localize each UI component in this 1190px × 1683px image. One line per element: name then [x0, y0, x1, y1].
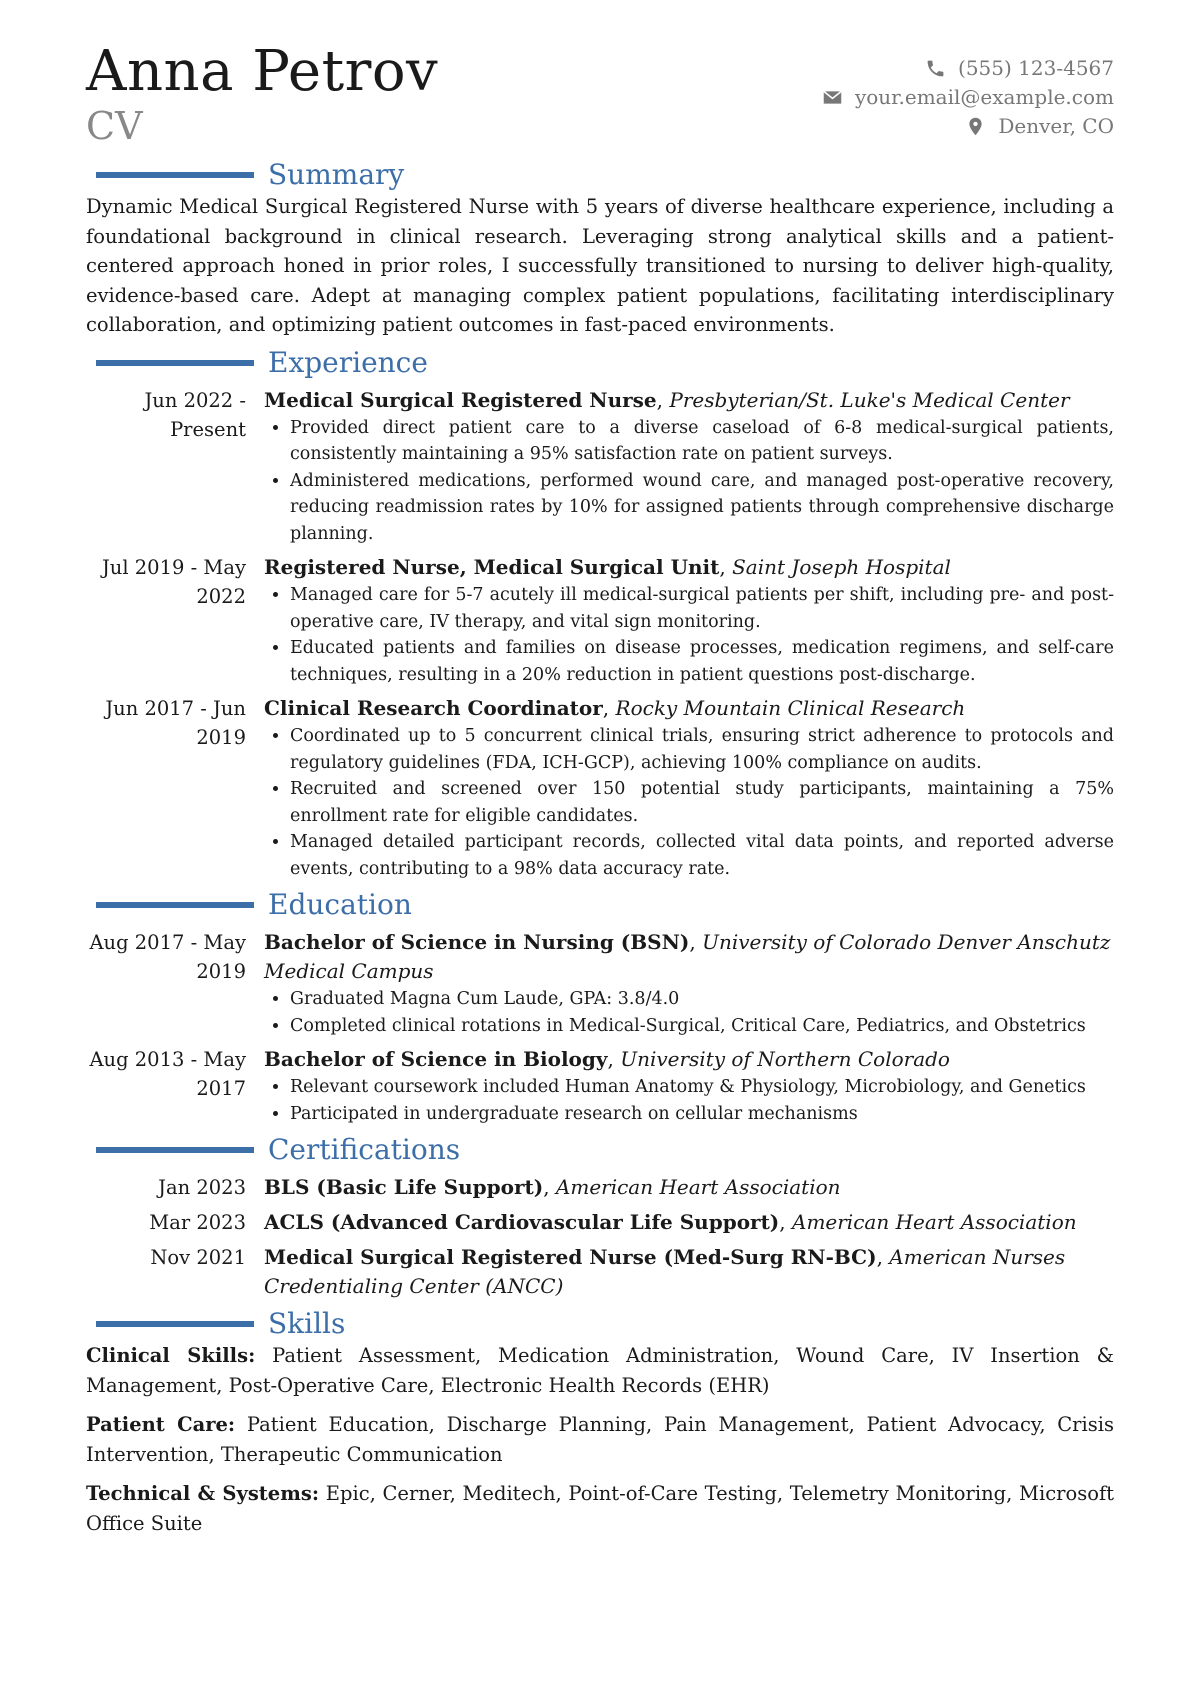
skills-section	[86, 1307, 1114, 1538]
entry-heading: Clinical Research Coordinator, Rocky Mountain Clinical Research	[264, 696, 966, 720]
skill-label: Patient Care:	[86, 1413, 236, 1436]
skill-group	[86, 1479, 1114, 1538]
section-rule	[96, 1321, 254, 1327]
entry-date: Jun 2022 - Present	[144, 388, 246, 441]
section-rule	[96, 360, 254, 366]
entry-date: Aug 2017 - May 2019	[89, 931, 246, 983]
certification-name: ACLS (Advanced Cardiovascular Life Support)	[264, 1210, 780, 1234]
education-entry	[86, 928, 1114, 1039]
entry-heading: Bachelor of Science in Biology, University of Northern Colorado	[264, 1047, 950, 1071]
entry-date: Jun 2017 - Jun 2019	[105, 697, 246, 749]
entry-heading: Medical Surgical Registered Nurse, Presbyterian/St. Luke's Medical Center	[264, 387, 1070, 412]
phone-icon	[925, 58, 946, 79]
skill-group	[86, 1341, 1114, 1400]
location-text: Denver, CO	[998, 114, 1114, 138]
summary-section	[86, 158, 1114, 340]
certification-entry	[86, 1243, 1114, 1301]
entry-heading: ACLS (Advanced Cardiovascular Life Support), American Heart Association	[264, 1210, 1077, 1234]
certification-issuer: American Heart Association	[555, 1175, 841, 1199]
section-title: Experience	[268, 345, 428, 379]
skill-list: Patient Assessment, Medication Administration, Wound Care, IV Insertion & Management, Post-Operative Care, Electronic Health Records (EHR)	[86, 1344, 1114, 1397]
document-subtitle: CV	[86, 104, 143, 148]
skill-list: Patient Education, Discharge Planning, Pain Management, Patient Advocacy, Crisis Intervention, Therapeutic Communication	[86, 1413, 1114, 1466]
entry-school: University of Colorado Denver Anschutz Medical Campus	[264, 930, 1111, 983]
entry-heading: Medical Surgical Registered Nurse (Med-Surg RN-BC), American Nurses Credentialing Center (ANCC)	[264, 1245, 1066, 1298]
entry-heading: Registered Nurse, Medical Surgical Unit, Saint Joseph Hospital	[264, 555, 951, 579]
entry-degree: Bachelor of Science in Nursing (BSN)	[264, 930, 690, 954]
certification-name: BLS (Basic Life Support)	[264, 1175, 544, 1199]
summary-text: Dynamic Medical Surgical Registered Nurse with 5 years of diverse healthcare experience, including a foundational background in clinical research. Leveraging strong analytical skills and a patient-centered approach honed in prior roles, I successfully transitioned to nursing to deliver high-quality, evidence-based care. Adept at managing complex patient populations, facilitating interdisciplinary collaboration, and optimizing patient outcomes in fast-paced environments.	[86, 195, 1114, 336]
entry-org: Presbyterian/St. Luke's Medical Center	[669, 387, 1070, 412]
section-heading	[86, 158, 1114, 192]
entry-bullet: • Graduated Magna Cum Laude, GPA: 3.8/4.0	[290, 986, 1114, 1013]
section-title: Certifications	[268, 1133, 461, 1166]
entry-school: University of Northern Colorado	[620, 1047, 950, 1071]
section-rule	[96, 902, 254, 908]
entry-bullet: • Educated patients and families on disease processes, medication regimens, and self-care techniques, resulting in a 20% reduction in patient questions post-discharge.	[290, 635, 1114, 688]
entry-bullet: • Provided direct patient care to a diverse caseload of 6-8 medical-surgical patients, consistently maintaining a 95% satisfaction rate on patient surveys.	[290, 415, 1114, 468]
entry-bullet: • Relevant coursework included Human Anatomy & Physiology, Microbiology, and Genetics	[290, 1074, 1114, 1101]
contact-location	[822, 112, 1114, 141]
entry-heading: Bachelor of Science in Nursing (BSN), University of Colorado Denver Anschutz Medical Campus	[264, 930, 1111, 983]
section-title: Skills	[268, 1307, 346, 1340]
entry-date: Aug 2013 - May 2017	[89, 1048, 246, 1100]
education-entry	[86, 1045, 1114, 1127]
certification-entry	[86, 1173, 1114, 1202]
entry-bullet: • Completed clinical rotations in Medical-Surgical, Critical Care, Pediatrics, and Obstetrics	[290, 1013, 1114, 1040]
certification-entry	[86, 1208, 1114, 1237]
entry-date: Jul 2019 - May 2022	[101, 556, 246, 608]
person-name: Anna Petrov	[86, 39, 439, 104]
section-rule	[96, 1147, 254, 1153]
entry-degree: Bachelor of Science in Biology	[264, 1047, 608, 1071]
experience-entry	[86, 694, 1114, 882]
contact-phone[interactable]	[822, 54, 1114, 83]
entry-bullet: • Coordinated up to 5 concurrent clinical trials, ensuring strict adherence to protocols and regulatory guidelines (FDA, ICH-GCP), achieving 100% compliance on audits.	[290, 723, 1114, 776]
contact-email[interactable]	[822, 83, 1114, 112]
experience-entry	[86, 386, 1114, 548]
email-text: your.email@example.com	[854, 85, 1114, 109]
entry-date: Mar 2023	[149, 1211, 246, 1234]
section-heading	[86, 888, 1114, 922]
entry-date: Nov 2021	[150, 1246, 246, 1269]
cv-page	[86, 40, 1114, 1548]
certification-issuer: American Heart Association	[792, 1210, 1077, 1234]
cv-header	[86, 40, 1114, 152]
certifications-section	[86, 1133, 1114, 1301]
section-heading	[86, 1133, 1114, 1167]
entry-role: Clinical Research Coordinator	[264, 696, 603, 720]
entry-bullet: • Participated in undergraduate research on cellular mechanisms	[290, 1101, 1114, 1128]
entry-bullet: • Recruited and screened over 150 potential study participants, maintaining a 75% enrollment rate for eligible candidates.	[290, 776, 1114, 829]
skill-label: Clinical Skills:	[86, 1344, 256, 1367]
entry-role: Medical Surgical Registered Nurse	[264, 387, 657, 412]
certification-name: Medical Surgical Registered Nurse (Med-Surg RN-BC)	[264, 1245, 877, 1269]
section-heading	[86, 346, 1114, 380]
section-title: Education	[268, 888, 412, 921]
experience-section	[86, 346, 1114, 883]
education-section	[86, 888, 1114, 1127]
map-pin-icon	[965, 116, 986, 137]
certification-issuer: American Nurses Credentialing Center (ANCC)	[264, 1245, 1066, 1298]
section-title: Summary	[268, 158, 405, 191]
envelope-icon	[822, 87, 843, 108]
entry-bullet: • Managed care for 5-7 acutely ill medical-surgical patients per shift, including pre- and post-operative care, IV therapy, and vital sign monitoring.	[290, 582, 1114, 635]
entry-bullet: • Administered medications, performed wound care, and managed post-operative recovery, reducing readmission rates by 10% for assigned patients through comprehensive discharge planning.	[290, 468, 1114, 548]
section-rule	[96, 172, 254, 178]
entry-date: Jan 2023	[158, 1176, 246, 1199]
phone-text: (555) 123-4567	[958, 56, 1114, 80]
entry-org: Rocky Mountain Clinical Research	[615, 696, 966, 720]
contact-block	[822, 54, 1114, 141]
skill-list: Epic, Cerner, Meditech, Point-of-Care Testing, Telemetry Monitoring, Microsoft Office Suite	[86, 1482, 1115, 1535]
skill-label: Technical & Systems:	[86, 1482, 320, 1505]
section-heading	[86, 1307, 1114, 1341]
entry-bullet: • Managed detailed participant records, collected vital data points, and reported adverse events, contributing to a 98% data accuracy rate.	[290, 829, 1114, 882]
experience-entry	[86, 553, 1114, 688]
skill-group	[86, 1410, 1114, 1469]
entry-heading: BLS (Basic Life Support), American Heart Association	[264, 1175, 841, 1199]
entry-org: Saint Joseph Hospital	[732, 555, 951, 579]
entry-role: Registered Nurse, Medical Surgical Unit	[264, 555, 720, 579]
